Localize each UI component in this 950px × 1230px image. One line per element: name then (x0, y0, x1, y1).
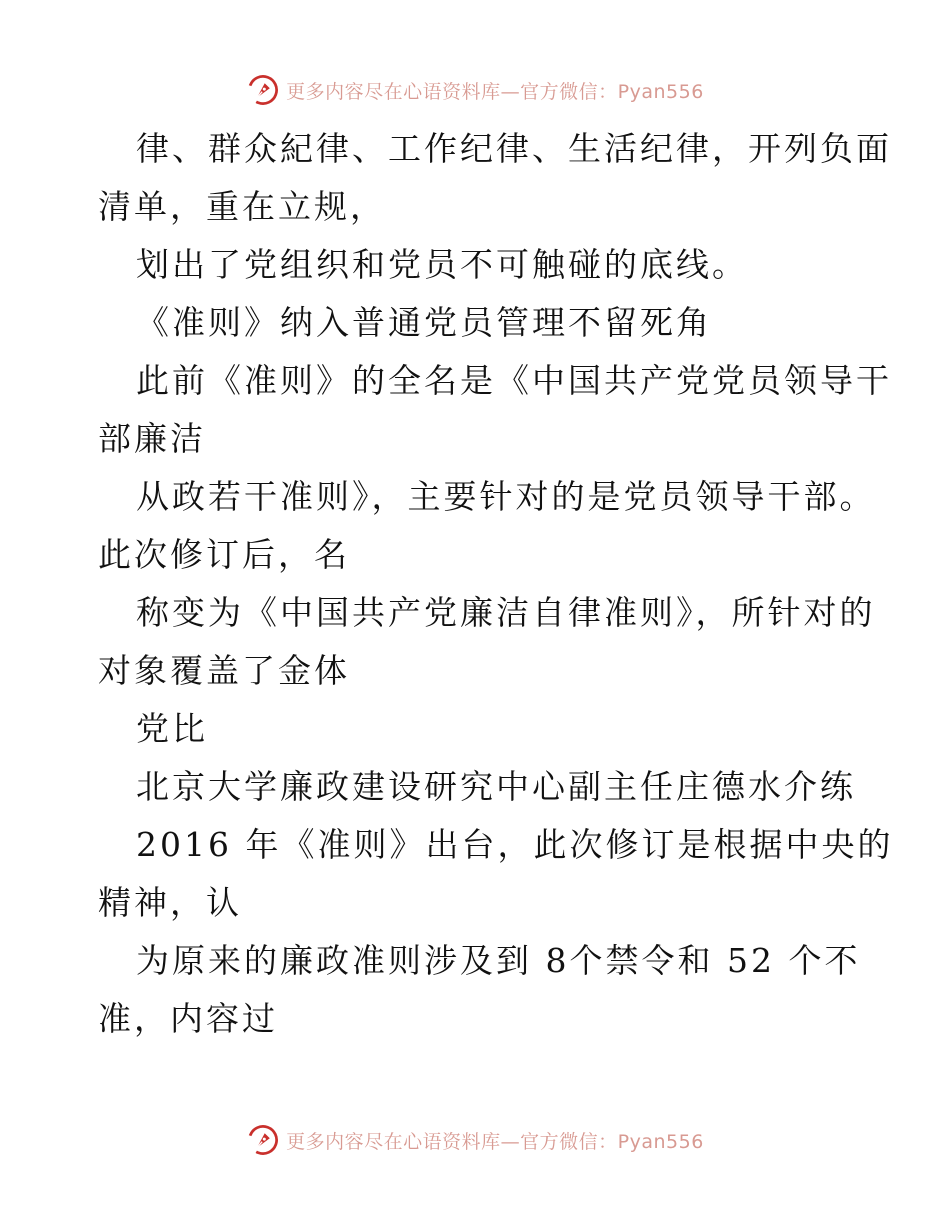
text-line-6: 部廉洁 (98, 419, 206, 458)
pen-nib-logo-icon (246, 73, 280, 107)
text-line-14: 精神，认 (98, 883, 242, 922)
text-line-8: 此次修订后，名 (98, 535, 350, 574)
footer-wechat-id: Pyan556 (617, 1130, 704, 1153)
header-banner (0, 70, 950, 110)
header-banner-text (286, 77, 704, 104)
text-line-5: 此前《准则》的全名是《中国共产党党员领导干 (136, 361, 892, 400)
text-line-1: 律、群众紀律、工作纪律、生活纪律，开列负面 (136, 129, 892, 168)
footer-banner-text (286, 1127, 704, 1154)
footer-banner-label: 更多内容尽在心语资料库—官方微信： (286, 1130, 618, 1153)
header-wechat-id: Pyan556 (617, 80, 704, 103)
text-line-13: 2016 年《准则》出台，此次修订是根据中央的 (136, 825, 894, 864)
document-body (98, 120, 894, 1048)
text-line-10: 对象覆盖了金体 (98, 651, 350, 690)
text-line-12: 北京大学廉政建设研究中心副主任庄德水介练 (136, 767, 856, 806)
text-line-16: 准，内容过 (98, 999, 278, 1038)
section-heading: 《准则》纳入普通党员管理不留死角 (136, 303, 712, 342)
text-line-3: 划出了党组织和党员不可触碰的底线。 (136, 245, 748, 284)
text-line-11: 党比 (136, 709, 208, 748)
footer-banner (0, 1120, 950, 1160)
text-line-15: 为原来的廉政准则涉及到 8个禁令和 52 个不 (136, 941, 861, 980)
text-line-2: 清单，重在立规， (98, 187, 386, 226)
text-line-9: 称变为《中国共产党廉洁自律准则》，所针对的 (136, 593, 876, 632)
pen-nib-logo-icon (246, 1123, 280, 1157)
header-banner-label: 更多内容尽在心语资料库—官方微信： (286, 80, 618, 103)
text-line-7: 从政若干准则》，主要针对的是党员领导干部。 (136, 477, 876, 516)
